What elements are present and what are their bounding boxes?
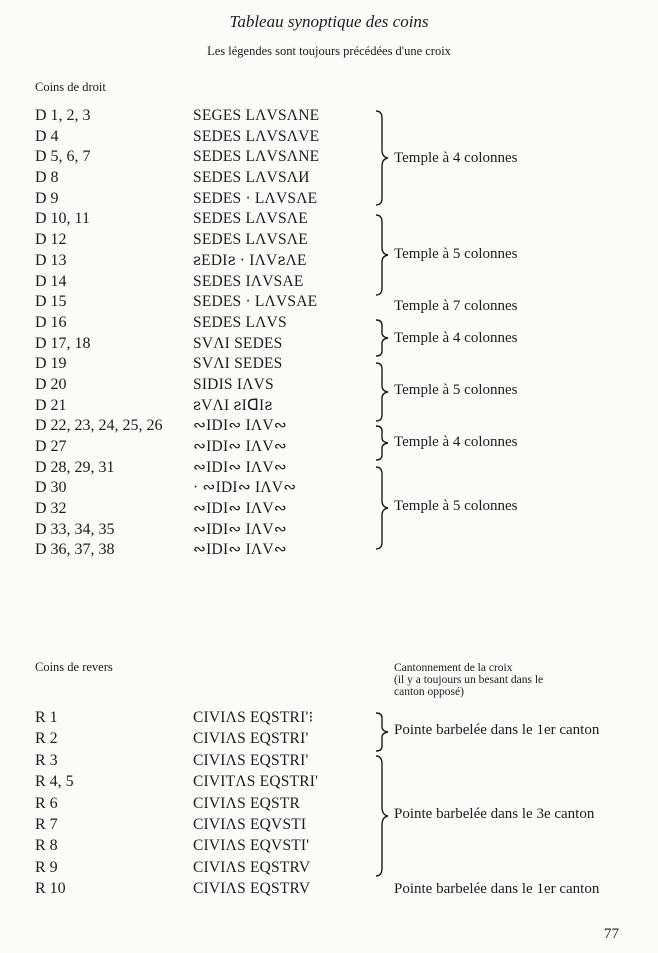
table-row (0, 478, 658, 499)
table-row (0, 168, 658, 189)
table-row (0, 209, 658, 230)
die-legend: ∾IDI∾ IΛV∾ (193, 520, 287, 538)
die-code: D 27 (35, 438, 67, 455)
die-legend: SEDES LΛVSΛVE (193, 127, 320, 145)
table-row (0, 540, 658, 561)
page-subtitle: Les légendes sont toujours précédées d'une croix (207, 44, 451, 58)
table-row (0, 354, 658, 375)
die-legend: SEDES LΛVS (193, 313, 287, 331)
front-dies-table (0, 106, 658, 561)
group-brace (374, 425, 390, 461)
table-row (0, 416, 658, 437)
group-label: Temple à 5 colonnes (394, 246, 518, 262)
table-row (0, 437, 658, 458)
die-legend: SEDES LΛVSΛИ (193, 169, 310, 187)
group-brace (374, 466, 390, 550)
die-code: R 1 (35, 709, 58, 726)
table-row (0, 520, 658, 541)
die-legend: CIVIΛS EQSTRI'⁝ (193, 709, 314, 726)
die-legend: SEDES LΛVSΛE (193, 231, 308, 249)
table-row (0, 292, 658, 313)
die-code: R 6 (35, 794, 58, 812)
die-legend: ꙅEDIꙅ · IΛVꙅΛE (193, 251, 307, 269)
group-brace (374, 362, 390, 422)
table-row (0, 458, 658, 479)
canton-header-line: (il y a toujours un besant dans le (394, 674, 544, 686)
die-code: D 10, 11 (35, 210, 90, 228)
group-brace (374, 110, 390, 206)
die-legend: CIVIΛS EQSTRI' (193, 751, 309, 769)
die-legend: ∾IDI∾ IΛV∾ (193, 438, 287, 455)
table-row (0, 334, 658, 355)
group-brace (374, 712, 390, 752)
die-code: D 14 (35, 272, 67, 290)
group-brace (374, 755, 390, 877)
table-row (0, 106, 658, 127)
group-label: Pointe barbelée dans le 1er canton (394, 881, 600, 897)
die-legend: CIVIΛS EQSTR (193, 794, 301, 812)
table-row (0, 189, 658, 210)
group-brace (374, 319, 390, 357)
die-legend: ∾IDI∾ IΛV∾ (193, 500, 287, 518)
die-legend: SEDES IΛVSAE (193, 272, 304, 290)
die-legend: CIVIΛS EQSTRV (193, 858, 311, 876)
die-code: D 13 (35, 251, 67, 269)
table-row (0, 396, 658, 417)
table-row (0, 251, 658, 272)
die-code: D 15 (35, 293, 67, 311)
die-legend: SEDES · LΛVSΛE (193, 189, 318, 207)
die-legend: CIVIΛS EQVSTI (193, 815, 307, 833)
die-legend: ꙅVΛI ꙅIᗡIꙅ (193, 396, 273, 414)
die-legend: SEGES LΛVSΛNE (193, 107, 320, 124)
die-code: D 28, 29, 31 (35, 458, 115, 476)
die-legend: CIVITΛS EQSTRI' (193, 773, 319, 791)
die-code: R 7 (35, 815, 58, 833)
group-brace (374, 214, 390, 296)
die-legend: CIVIΛS EQVSTI' (193, 837, 310, 855)
die-legend: ∾IDI∾ IΛV∾ (193, 458, 287, 476)
die-legend: CIVIΛS EQSTRV (193, 880, 311, 898)
group-label: Pointe barbelée dans le 3e canton (394, 806, 595, 822)
table-row (0, 127, 658, 148)
die-code: D 33, 34, 35 (35, 520, 115, 538)
die-code: D 17, 18 (35, 334, 91, 352)
group-label: Temple à 4 colonnes (394, 330, 518, 346)
die-legend: SIDIS IΛVS (193, 375, 274, 393)
group-label: Temple à 5 colonnes (394, 498, 518, 514)
canton-header-line: Cantonnement de la croix (394, 662, 513, 674)
die-code: D 12 (35, 231, 67, 249)
die-code: R 10 (35, 880, 66, 898)
group-label: Temple à 5 colonnes (394, 382, 518, 398)
die-legend: SVΛI SEDES (193, 334, 283, 352)
table-row (0, 230, 658, 251)
table-row (0, 772, 658, 793)
page-title: Tableau synoptique des coins (229, 12, 429, 31)
die-code: D 9 (35, 189, 59, 207)
die-code: D 20 (35, 375, 67, 393)
table-row (0, 499, 658, 520)
die-code: R 3 (35, 751, 58, 769)
table-row (0, 751, 658, 772)
die-code: D 4 (35, 127, 59, 145)
group-label: Pointe barbelée dans le 1er canton (394, 722, 600, 738)
die-code: D 36, 37, 38 (35, 541, 115, 559)
die-code: D 19 (35, 355, 67, 373)
table-row (0, 272, 658, 293)
back-section-label: Coins de revers (35, 660, 113, 674)
die-code: D 1, 2, 3 (35, 107, 91, 124)
die-legend: ∾IDI∾ IΛV∾ (193, 541, 287, 559)
table-row (0, 836, 658, 857)
table-row (0, 147, 658, 168)
die-code: D 8 (35, 169, 59, 187)
die-legend: CIVIΛS EQSTRI' (193, 730, 309, 748)
die-legend: SEDES LΛVSΛNE (193, 148, 320, 166)
die-code: D 22, 23, 24, 25, 26 (35, 417, 163, 435)
die-code: D 21 (35, 396, 67, 414)
die-code: R 8 (35, 837, 58, 855)
die-code: D 30 (35, 479, 67, 497)
die-legend: SEDES LΛVSΛE (193, 210, 308, 228)
die-legend: SVΛI SEDES (193, 355, 283, 373)
table-row (0, 375, 658, 396)
die-code: R 2 (35, 730, 58, 748)
canton-header-line: canton opposé) (394, 686, 464, 698)
page-number: 77 (604, 926, 619, 942)
die-legend: SEDES · LΛVSAE (193, 293, 318, 311)
canton-header (394, 662, 634, 698)
table-row (0, 313, 658, 334)
die-legend: · ∾IDI∾ IΛV∾ (193, 479, 297, 497)
die-code: R 9 (35, 858, 58, 876)
table-row (0, 858, 658, 879)
die-legend: ∾IDI∾ IΛV∾ (193, 417, 287, 435)
die-code: D 5, 6, 7 (35, 148, 91, 166)
group-label: Temple à 4 colonnes (394, 434, 518, 450)
front-section-label: Coins de droit (35, 80, 106, 94)
group-label: Temple à 7 colonnes (394, 298, 518, 314)
group-label: Temple à 4 colonnes (394, 150, 518, 166)
die-code: D 16 (35, 313, 67, 331)
die-code: D 32 (35, 500, 67, 518)
die-code: R 4, 5 (35, 773, 74, 791)
